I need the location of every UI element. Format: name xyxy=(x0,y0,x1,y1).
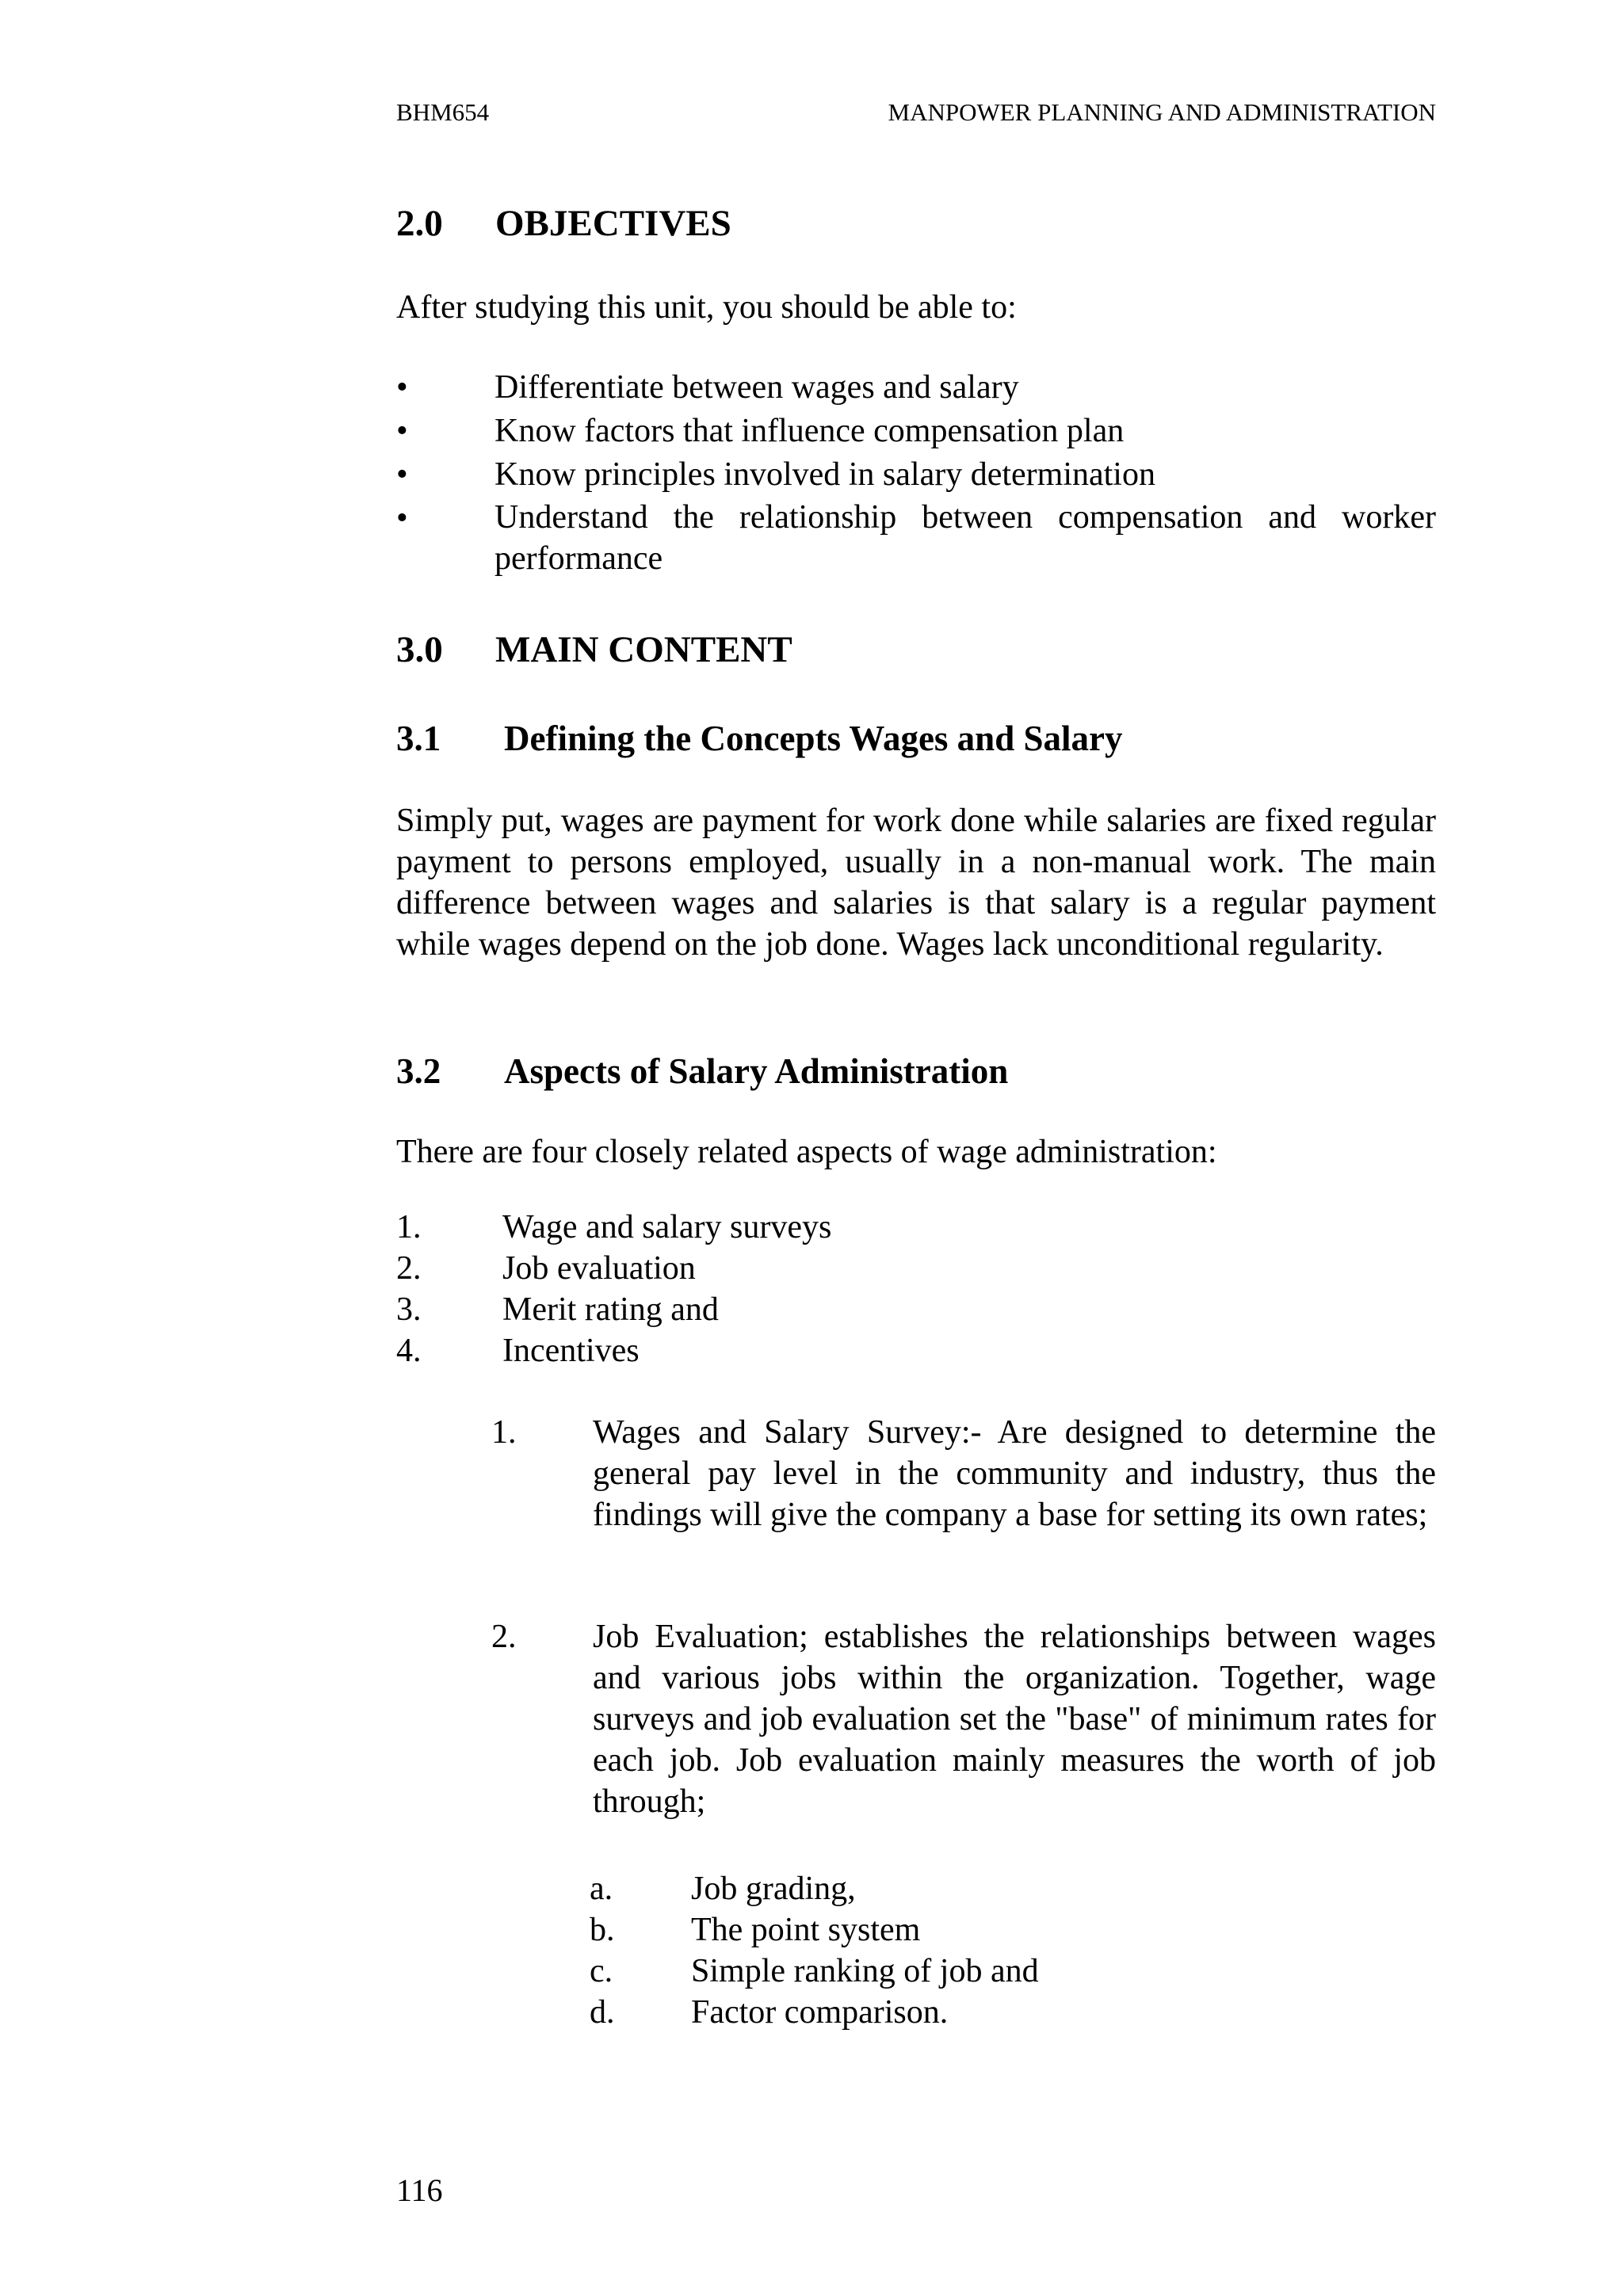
course-code: BHM654 xyxy=(396,98,490,126)
objectives-list xyxy=(396,366,1436,579)
section-number: 3.2 xyxy=(396,1051,441,1091)
list-item-text: Job grading, xyxy=(691,1871,856,1907)
section-3-1-paragraph: Simply put, wages are payment for work done while salaries are fixed regular payment to persons employed, usually in a non-manual work. The main difference between wages and salaries is that salary is a regular payment while wages depend on the job done. Wages lack unconditional regularity. xyxy=(396,803,1436,963)
list-number: 1. xyxy=(396,1209,422,1245)
list-item-text: Differentiate between wages and salary xyxy=(495,369,1019,406)
list-item xyxy=(396,453,1436,497)
detail-item-job-evaluation xyxy=(491,1616,1436,1822)
section-number: 3.1 xyxy=(396,719,441,758)
list-letter: b. xyxy=(590,1912,615,1948)
list-item-text: Incentives xyxy=(502,1333,640,1369)
list-number: 1. xyxy=(491,1414,517,1451)
list-item xyxy=(396,497,1436,579)
detail-item-wage-survey xyxy=(491,1412,1436,1535)
list-item xyxy=(396,366,1436,410)
list-item-text: Job Evaluation; establishes the relationships between wages and various jobs within the organization. Together, wage surveys and job evaluation set the "base" of minimum rates for each job. Job evaluation mainly measures the worth of job through; xyxy=(593,1619,1436,1820)
section-3-2-intro: There are four closely related aspects of wage administration: xyxy=(396,1134,1217,1170)
section-number: 3.0 xyxy=(396,629,443,670)
list-number: 3. xyxy=(396,1291,422,1328)
list-letter: a. xyxy=(590,1871,613,1907)
section-number: 2.0 xyxy=(396,203,443,244)
section-title: Defining the Concepts Wages and Salary xyxy=(504,719,1123,758)
list-item-text: Know factors that influence compensation plan xyxy=(495,413,1125,449)
list-letter: c. xyxy=(590,1953,613,1989)
list-item-text: Wages and Salary Survey:- Are designed to determine the general pay level in the community and industry, thus the findings will give the company a base for setting its own rates; xyxy=(593,1414,1436,1533)
section-title: MAIN CONTENT xyxy=(495,629,792,670)
list-number: 2. xyxy=(491,1619,517,1655)
bullet-icon: • xyxy=(396,456,408,493)
list-item-text: Wage and salary surveys xyxy=(502,1209,832,1245)
list-item-text: Know principles involved in salary determination xyxy=(495,456,1155,493)
list-number: 4. xyxy=(396,1333,422,1369)
list-item-text: Merit rating and xyxy=(502,1291,719,1328)
bullet-icon: • xyxy=(396,369,408,406)
page-number: 116 xyxy=(396,2172,443,2208)
list-item-text: Understand the relationship between compensation and worker performance xyxy=(495,499,1436,577)
section-title: Aspects of Salary Administration xyxy=(504,1051,1009,1091)
bullet-icon: • xyxy=(396,500,408,536)
list-item-text: Simple ranking of job and xyxy=(691,1953,1039,1989)
list-number: 2. xyxy=(396,1250,422,1287)
list-item-text: The point system xyxy=(691,1912,921,1948)
list-item xyxy=(396,410,1436,453)
list-item-text: Job evaluation xyxy=(502,1250,696,1287)
course-title: MANPOWER PLANNING AND ADMINISTRATION xyxy=(888,98,1436,126)
section-title: OBJECTIVES xyxy=(495,203,731,244)
list-item-text: Factor comparison. xyxy=(691,1994,949,2031)
bullet-icon: • xyxy=(396,413,408,449)
list-letter: d. xyxy=(590,1994,615,2031)
objectives-intro: After studying this unit, you should be able to: xyxy=(396,289,1017,326)
